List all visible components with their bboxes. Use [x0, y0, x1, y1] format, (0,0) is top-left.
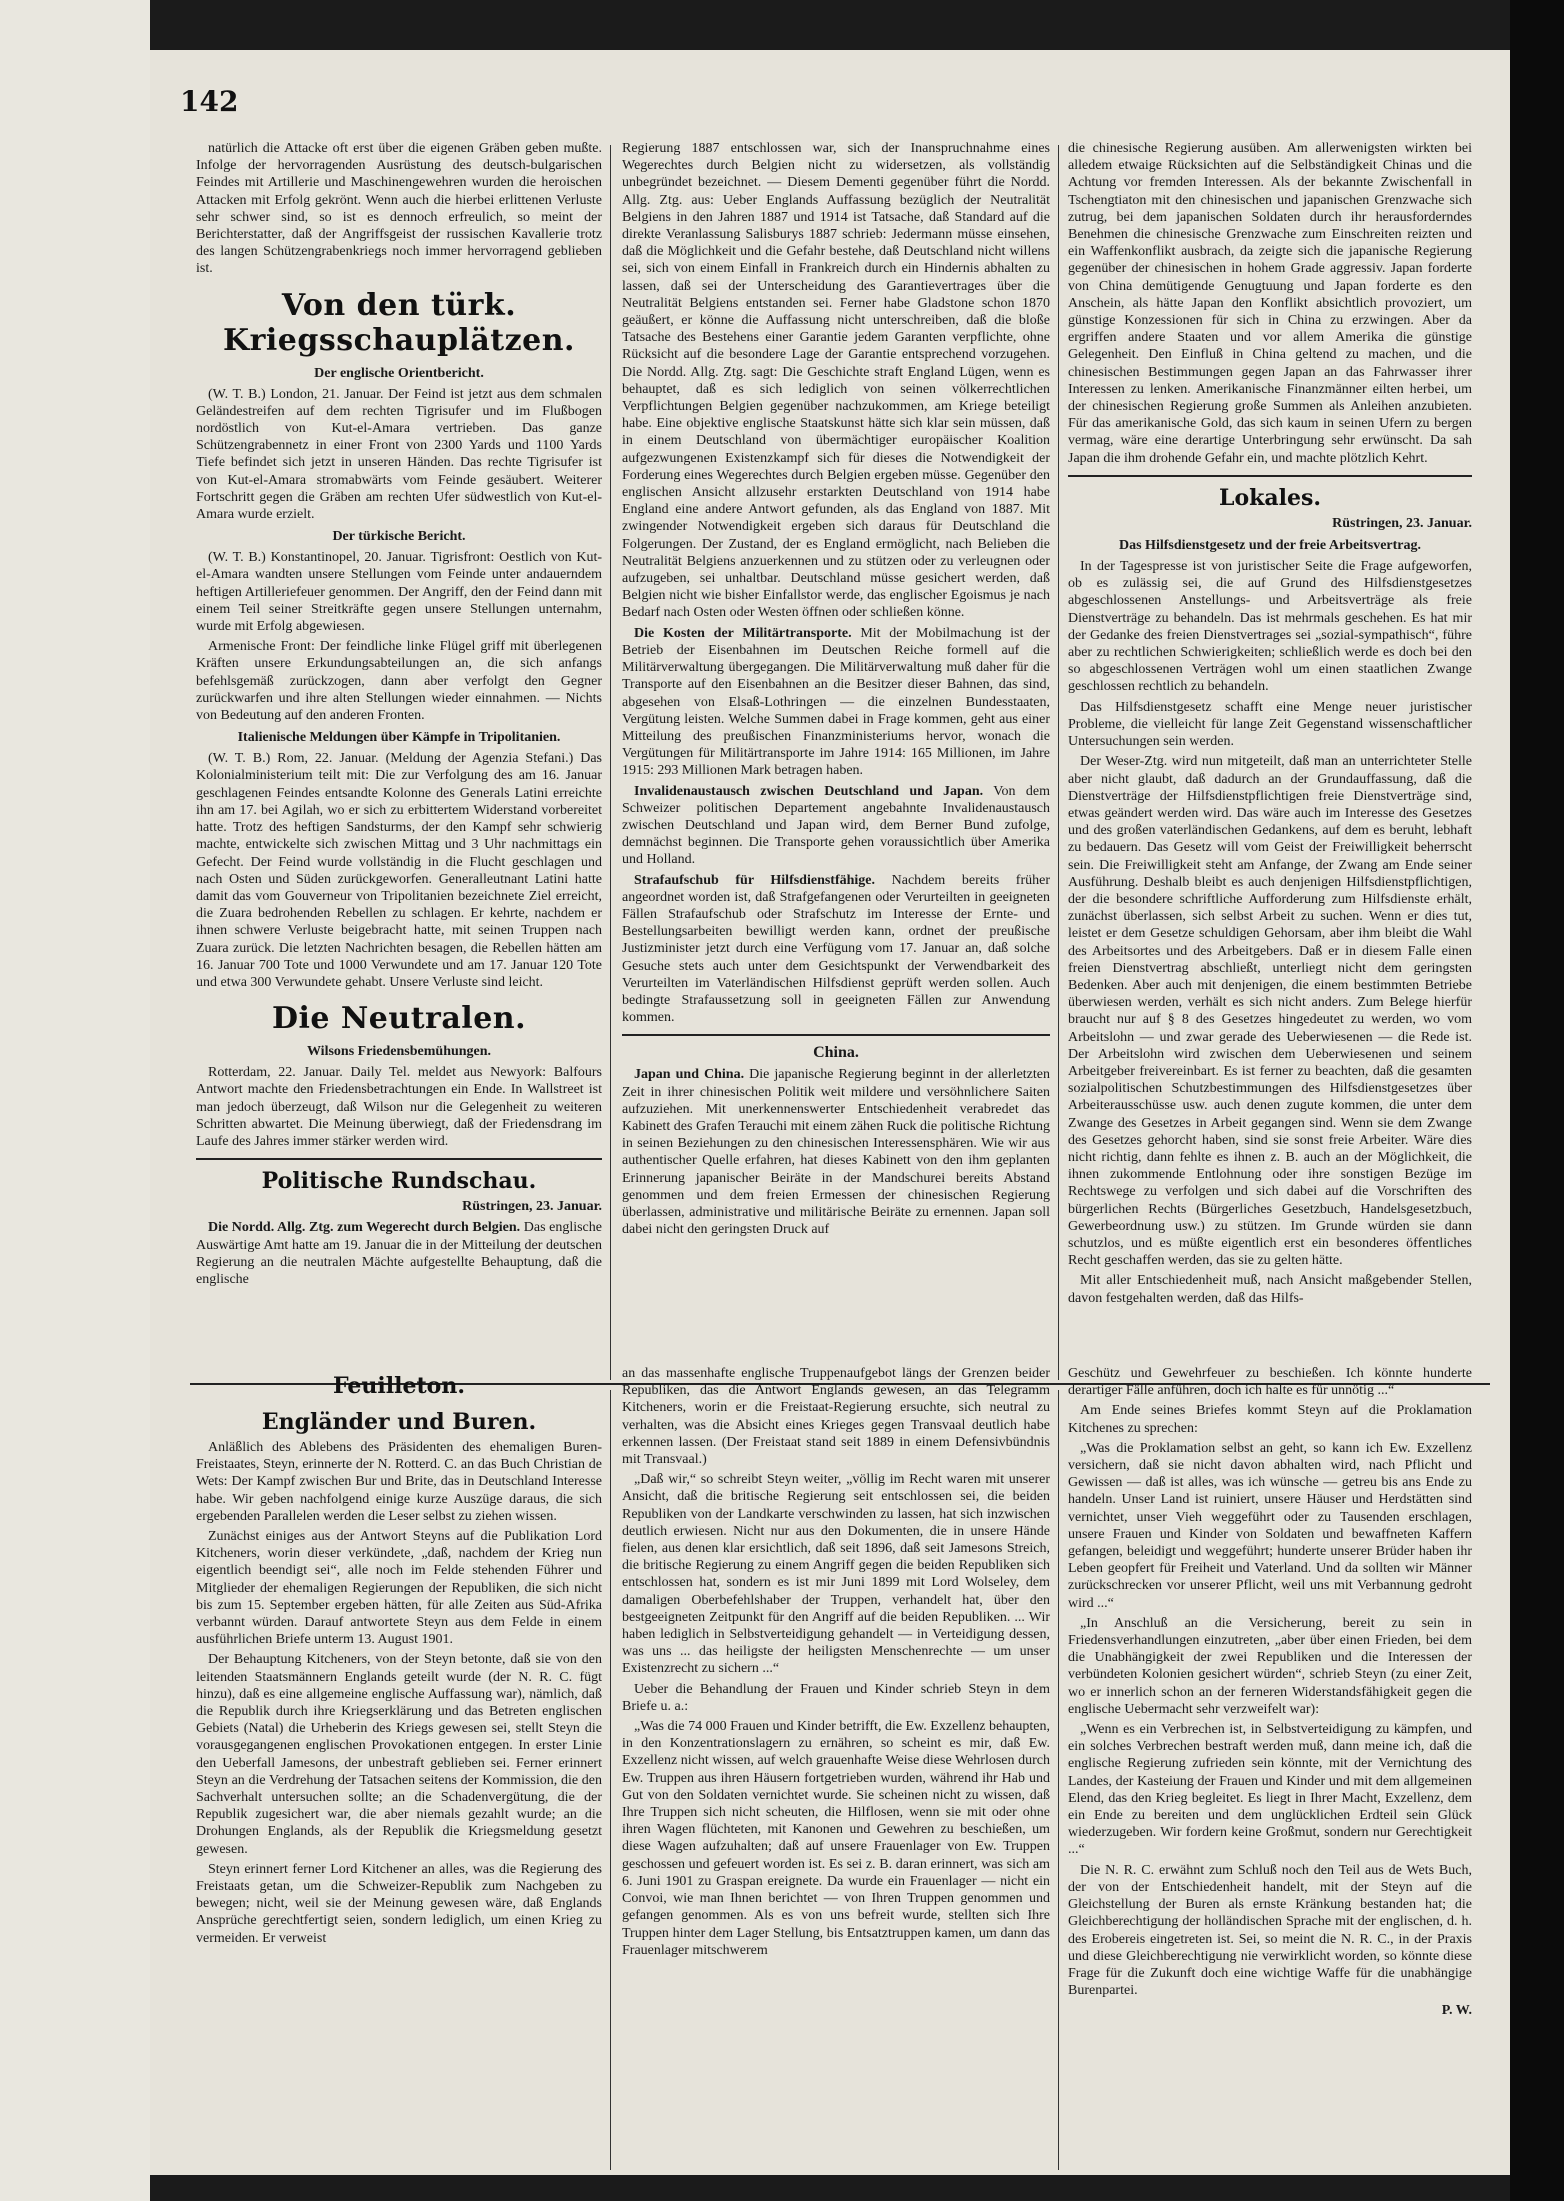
column-rule-upper-2 [1058, 145, 1059, 1380]
text-auxiliary-3: Der Weser-Ztg. wird nun mitgeteilt, daß man an unterrichteter Stelle aber nicht glaubt, daß dadurch an der Grundauffassung, daß die Dienstverträge der Hilfsdienstpflichtigen freie Dienstverträge sind, etwas geändert werden wird. Das wäre auch im Interesse des Gesetzes und des großen vaterländischen Gedankens, auf dem es beruht, lebhaft zu bedauern. Das Gesetz will vom Geist der Freiwilligkeit beherrscht sein. Die Freiwilligkeit steht am Anfange, der Zwang am Ende seiner Ausführung. Deshalb bleibt es auch denjenigen Hilfsdienstpflichtigen, der die besondere schriftliche Aufforderung zum Hilfsdienste erhält, zunächst überlassen, sich selbst Arbeit zu suchen. Wenn er dies tut, leistet er dem Gesetze schuldigen Gehorsam, aber ihm bleibt die Wahl des Arbeitsortes und des Arbeitgebers. Daß er in diesem Falle einen freien Dienstvertrag abschließt, unterliegt nicht dem geringsten Bedenken. Aber auch mit denjenigen, die einem bestimmten Betriebe überwiesen werden, verhält es sich nicht anders. Zum Belege hierfür braucht nur auf § 8 des Gesetzes hingedeutet zu werden, wo vom Arbeitslohn — und zwar gerade des Ueberwiesenen — die Rede ist. Der Arbeitslohn wird zwischen dem Ueberwiesenen und seinem Arbeitgeber freivereinbart. Es ist ferner zu beachten, daß die gesamten sozialpolitischen Schutzbestimmungen des Hilfsdienstgesetzes über Arbeiterausschüsse usw. auch denen zugute kommen, die unter dem Zwange des Gesetzes in Arbeit gegangen sind. Wenn sie dem Zwange des Gesetzes gehorcht haben, sind sie sonst freie Arbeiter. Wäre dies nicht richtig, dann fehlte es ihnen z. B. auch an der Möglichkeit, die ihnen zukommende Entlohnung oder ihre sonstigen Bezüge im Rechtswege zu verfolgen und sich dabei auf die Vorschriften des bürgerlichen Rechts (Bürgerliches Gesetzbuch, Handelsgesetzbuch, Gewerbeordnung usw.) zu stützen. Im Grunde würden sie dann schutzlos, und es müßte eigentlich erst ein besonderes öffentliches Recht geschaffen werden, das sie zu gelten hätte. [1068, 754, 1472, 1269]
lead-invalid-exchange: Invalidenaustausch zwischen Deutschland und Japan. [634, 783, 984, 799]
upper-column-2 [622, 140, 1050, 1335]
feuilleton-p1: Anläßlich des Ablebens des Präsidenten des ehemaligen Buren-Freistaates, Steyn, erinnerte der N. Rotterd. C. an das Buch Christian de Wets: Der Kampf zwischen Bur und Brite, das in Deutschland Interesse habe. Wir geben nachfolgend einige kurze Auszüge daraus, die sich ergebenden Parallelen werden die Leser selbst zu ziehen wissen. [196, 1440, 602, 1524]
scan-left-margin [0, 0, 150, 2201]
upper-column-1 [196, 140, 602, 1340]
article-intro: natürlich die Attacke oft erst über die eigenen Gräben geben mußte. Infolge der hervorragenden Ausrüstung des deutsch-bulgarischen Feindes mit Artillerie und Maschinengewehren wurden die heroischen Attacken mit Erfolg gekrönt. Wenn auch die hierbei erlittenen Verluste sehr schwer sind, so ist es dennoch erfreulich, so meint der Berichterstatter, daß der Angriffsgeist der russischen Kavallerie trotz des langen Schützengrabenkriegs noch immer hervorragend geblieben ist. [196, 141, 602, 277]
feuilleton-p14: Die N. R. C. erwähnt zum Schluß noch den Teil aus de Wets Buch, der von der Entschiedenheit handelt, mit der Steyn auf die Gleichstellung der Buren als ernste Kränkung bestanden hat; die Gleichberechtigung der holländischen Sprache mit der englischen, d. h. des Erobereis eingetreten ist. Sei, so meint die N. R. C., in der Praxis und diese Gleichberechtigung nie verwirklicht worden, so könnte diese Frage für die Zukunft doch eine wichtige Waffe für die unabhängige Burenpartei. [1068, 1862, 1472, 1999]
report-rome: (W. T. B.) Rom, 22. Januar. (Meldung der Agenzia Stefani.) Das Kolonialministerium teilt mit: Die zur Verfolgung des am 16. Januar geschlagenen Feindes entsandte Kolonne des Generals Latini erreichte ihn am 17. bei Agilah, wo er sich zu erbittertem Widerstand vorbereitet hatte. Trotz des heftigen Sandsturms, der den Kampf sehr schwierig machte, entwickelte sich zwischen Mittag und 3 Uhr nachmittags ein Gefecht. Der Feind wurde vollständig in die Flucht geschlagen und nach Osten und Süden zurückgeworfen. Generalleutnant Latini hatte damit das vom Gouverneur von Tripolitanien bezeichnete Ziel erreicht, die Zuara bedrohenden Rebellen zu schlagen. Er kehrte, nachdem er ihnen schwere Verluste beigebracht hatte, mit seinen Truppen nach Zuara zurück. Die letzten Nachrichten besagen, die Rebellen hätten am 16. Januar 700 Tote und 1000 Verwundete und am 17. Januar 120 Tote und etwa 300 Verwundete gehabt. Unsere Verluste sind leicht. [196, 751, 602, 990]
feuilleton-p10: Am Ende seines Briefes kommt Steyn auf die Proklamation Kitchenes zu sprechen: [1068, 1403, 1472, 1436]
subhead-english-report: Der englische Orientbericht. [314, 365, 484, 381]
lower-column-2 [622, 1365, 1050, 2165]
text-japan-china: Die japanische Regierung beginnt in der allerletzten Zeit in ihrer chinesischen Politik weit mildere und versöhnlichere Saiten aufzuziehen. Mit unerkennenswerter Entschiedenheit verabredet das Kabinett des Grafen Terauchi mit einem zähen Ruck die politische Richtung in seinen Beziehungen zu den chinesischen Interessensphären. Wie wir aus authentischer Quelle erfahren, hat dieses Kabinett von den ihm geplanten Erinnerung japanischer Beiräte in der Mandschurei bereits Abstand genommen und dem freien Ermessen der chinesischen Regierung überlassen, administrative und militärische Beiräte zu ernennen. Japan soll dabei nicht den geringsten Druck auf [622, 1067, 1050, 1238]
text-invalid-exchange: Von dem Schweizer politischen Departement angebahnte Invalidenaustausch zwischen Deutschland und Japan wird, dem Berner Bund zufolge, demnächst beginnen. Die Transporte gehen voraussichtlich über Amerika und Holland. [622, 783, 1050, 868]
subhead-turkish-report: Der türkische Bericht. [332, 529, 466, 545]
page-number: 142 [180, 85, 239, 118]
column-separator-2 [622, 1034, 1050, 1036]
text-auxiliary-1: In der Tagespresse ist von juristischer Seite die Frage aufgeworfen, ob es zulässig sei, die auf Grund des Hilfsdienstgesetzes abgeschlossenen Anstellungs- und Arbeitsverträge als freie Dienstverträge zu behandeln. Das ist mehrmals geschehen. Es hat mir der Gedanke des freien Dienstvertrages sei „sozial-sympathisch“, führe aber zu rechtlichen Schwierigkeiten; schließlich werde es doch bei den so abgeschlossenen Verträgen wohl um einen staatlichen Zwange geschlossen rechtlich zu behandeln. [1068, 559, 1472, 695]
lead-japan-china: Japan und China. [634, 1067, 745, 1083]
lead-penalty-suspension: Strafaufschub für Hilfsdienstfähige. [634, 872, 876, 888]
column-separator-3 [1068, 475, 1472, 477]
text-auxiliary-4: Mit aller Entschiedenheit muß, nach Ansicht maßgebender Stellen, davon festgehalten werden, daß das Hilfs- [1068, 1273, 1472, 1306]
headline-feuilleton: Feuilleton. [333, 1373, 465, 1399]
text-auxiliary-2: Das Hilfsdienstgesetz schafft eine Menge neuer juristischer Probleme, die vielleicht für lange Zeit Gegenstand wissenschaftlicher Untersuchungen sein werden. [1068, 699, 1472, 750]
column-rule-upper-1 [610, 145, 611, 1380]
report-armenian-front: Armenische Front: Der feindliche linke Flügel griff mit überlegenen Kräften unsere Erkundungsabteilungen an, die sich anfangs befehlsgemäß zurückzogen, dann aber verfolgt den Gegner zurückwarfen und ihre alten Stellungen wieder einnahmen. — Nichts von Bedeutung auf den anderen Fronten. [196, 639, 602, 724]
feuilleton-p2: Zunächst einiges aus der Antwort Steyns auf die Publikation Lord Kitcheners, worin dieser verkündete, „daß, nachdem der Krieg nun eigentlich beendigt sei“, alle noch im Felde stehenden Führer und Mitglieder der ehemaligen Regierungen der Republiken, die sich nicht bis zum 15. September ergeben hätten, für alle Zeiten aus Süd-Afrika verbannt würden. Darauf antwortete Steyn aus dem Felde in einem ausführlichen Briefe unterm 13. August 1901. [196, 1529, 602, 1648]
headline-local: Lokales. [1218, 484, 1322, 511]
subhead-italian-reports: Italienische Meldungen über Kämpfe in Tripolitanien. [237, 730, 561, 746]
text-penalty-suspension: Nachdem bereits früher angeordnet worden ist, daß Strafgefangenen oder Verurteilten in geeigneten Fällen Strafaufschub oder Strafschutz im Interesse der Ernte- und Bestellungsarbeiten bewilligt werden kann, ordnet der preußische Justizminister jetzt durch eine Verfügung vom 17. Januar an, daß solche Gesuche stets auch unter dem Gesichtspunkt der Verwendbarkeit des Verurteilten im Vaterländischen Hilfsdienst geprüft werden sollen. Auch bedingte Strafaussetzung soll in geeigneten Fällen zur Anwendung kommen. [622, 872, 1050, 1026]
headline-englishmen-boers: Engländer und Buren. [261, 1409, 537, 1435]
headline-turkish-fronts: Von den türk. Kriegsschauplätzen. [223, 287, 575, 358]
text-military-costs: Mit der Mobilmachung ist der Betrieb der Eisenbahnen im Deutschen Reiche formell auf die Militärverwaltung übergegangen. Die Militärverwaltung muß daher für die Transporte auf den Eisenbahnen an die Besitzer dieser Bahnen, das sind, abgesehen von Elsaß-Lothringen — die einzelnen Bundesstaaten, Vergütung leisten. Welche Summen dabei in Frage kommen, geht aus einer Mitteilung des preußischen Finanzministeriums hervor, wonach die Vergütungen für Militärtransporte im Jahre 1914: 165 Millionen, im Jahre 1915: 293 Millionen Mark betragen haben. [622, 625, 1050, 779]
lower-column-3 [1068, 1365, 1472, 2165]
dateline-political: Rüstringen, 23. Januar. [462, 1199, 602, 1215]
feuilleton-p5: an das massenhafte englische Truppenaufgebot längs der Grenzen beider Republiken, das die Antwort Englands gewesen, an das Telegramm Kitcheners, worin er die Freistaat-Regierung ersuchte, sich neutral zu verhalten, was die Absicht eines Krieges gegen Transvaal deutlich habe erkennen lassen. (Der Freistaat stand seit 1889 in einem Defensivbündnis mit Transvaal.) [622, 1366, 1050, 1468]
article-china-continued: die chinesische Regierung ausüben. Am allerwenigsten wirkten bei alledem etwaige Rücksichten auf die Selbständigkeit Chinas und die Achtung vor fremden Interessen. Als der bekannte Zwischenfall in Tschengtiaton mit den chinesischen und japanischen Grenzwache sich zutrug, bei dem japanischen Soldaten durch ihr herausforderndes Benehmen die chinesische Grenzwache zum Einschreiten reizten und ein Waffenkonflikt ausbrach, da zeigte sich die japanische Regierung gegenüber der chinesischen in hohem Grade aggressiv. Japan forderte von China demütigende Genugtuung und Japan forderte es den Anschein, als hätte Japan den Konflikt absichtlich provoziert, um günstige Konzessionen für sich in China zu erzwingen. Aber da ergriffen andere Staaten und vor allem Amerika die günstige Gelegenheit. Den Einfluß in China geltend zu machen, und die chinesischen Bestimmungen gegen Japan an das Fahrwasser ihrer Interessen zu lenken. Amerikanische Finanzmänner eilten herbei, um der chinesischen Regierung große Summen als Anleihen anzubieten. Für das amerikanische Gold, das sich kaum in seinen Ufern zu bergen vermag, wäre eine derartige Unterbringung sehr erwünscht. Da sah Japan die ihm drohende Gefahr ein, und machte plötzlich Kehrt. [1068, 141, 1472, 466]
lead-military-costs: Die Kosten der Militärtransporte. [634, 625, 852, 641]
report-constantinople: (W. T. B.) Konstantinopel, 20. Januar. Tigrisfront: Oestlich von Kut-el-Amara wandten unsere Stellungen vom Feinde unter andauerndem heftigen Artilleriefeuer genommen. Der Angriff, den der Feind dann mit einem Teil seiner Streitkräfte gegen unsere Stellungen unternahm, wurde mit Erfolg abgewiesen. [196, 550, 602, 635]
signature: P. W. [1441, 2003, 1472, 2019]
feuilleton-p8: „Was die 74 000 Frauen und Kinder betrifft, die Ew. Exzellenz behaupten, in den Konzentrationslagern zu ernähren, so scheint es mir, daß Ew. Exzellenz nicht wissen, auf welch grauenhafte Weise diese Wehrlosen durch Ew. Truppen aus ihren Häusern fortgetrieben wurden, während ihr Hab und Gut von den Soldaten vernichtet wurde. Sie scheinen nicht zu wissen, daß Ihre Truppen sich nicht scheuten, die Hilflosen, wenn sie mit oder ohne ihren Wagen flüchteten, mit Kanonen und Gewehren zu beschießen, um diese Wagen aufzuhalten; daß auf unsere Frauenlager von Ew. Truppen geschossen und gefeuert worden ist. Es sei z. B. daran erinnert, was sich am 6. Juni 1901 zu Graspan ereignete. Da wurde ein Frauenlager — nicht ein Convoi, wie man Ihnen berichtet — von Ihren Truppen genommen und gefangen genommen. Als es von uns befreit wurde, stellten sich Ihre Truppen hinter dem Lager Stellung, bis Entsatztruppen kamen, um dann das Frauenlager mitschwerem [622, 1719, 1050, 1958]
column-rule-lower-1 [610, 1390, 611, 2170]
feuilleton-p7: Ueber die Behandlung der Frauen und Kinder schrieb Steyn in dem Briefe u. a.: [622, 1681, 1050, 1714]
subhead-auxiliary-service: Das Hilfsdienstgesetz und der freie Arbeitsvertrag. [1119, 538, 1421, 554]
feuilleton-p4: Steyn erinnert ferner Lord Kitchener an alles, was die Regierung des Freistaats getan, um die Schweizer-Republik zum Nachgeben zu bewegen; nicht, weil sie der Meinung gewesen wäre, daß Englands Ansprüche gerechtfertigt seien, sondern lediglich, um einen Krieg zu vermeiden. Er verweist [196, 1861, 602, 1946]
feuilleton-p13: „Wenn es ein Verbrechen ist, in Selbstverteidigung zu kämpfen, und ein solches Verbrechen bestraft werden muß, dann meine ich, daß die englische Regierung zufrieden sein könnte, mit der Vernichtung des Landes, der Kasteiung der Frauen und Kinder und mit dem allgemeinen Elend, das den Krieg begleitet. Es liegt in Ihrer Macht, Exzellenz, dem ein Ende zu bereiten und dem unglücklichen Erdteil sein Glück wiederzugeben. Wir fordern keine Großmut, sondern nur Gerechtigkeit ...“ [1068, 1722, 1472, 1858]
article-wegerecht-continued: Regierung 1887 entschlossen war, sich der Inanspruchnahme eines Wegerechtes durch Belgien nicht zu widersetzen, als vollständig unbegründet bezeichnet. — Diesem Dementi gegenüber führt die Nordd. Allg. Ztg. aus: Ueber Englands Auffassung bezüglich der Neutralität Belgiens in den Jahren 1887 und 1914 ist Tatsache, daß Standard auf die direkte Veranlassung Salisburys 1887 schrieb: Jedermann müsse einsehen, daß die Möglichkeit und die Gefahr bestehe, daß Deutschland nicht willens sei, sich von einem Einfall in Frankreich durch ein Hindernis abhalten zu lassen, daß sei der Unterscheidung des Garantievertrages über die Neutralität Belgiens entstanden sei. Ferner habe Gladstone schon 1870 geäußert, er könne die Auffassung nicht unterschreiben, daß die bloße Tatsache des Bestehens einer Garantie jedem Garanten verpflichte, ohne Rücksicht auf die besondere Lage der Garantie entsprechend vorzugehen. Die Nordd. Allg. Ztg. sagt: Die Geschichte straft England Lügen, wenn es behauptet, daß es sich lediglich von seinen völkerrechtlichen Verpflichtungen Belgien gegenüber nachzukommen, am Kriege beteiligt habe. Eine objektive englische Staatskunst hätte sich klar sein müssen, daß in einem Deutschland von übermächtiger europäischer Koalition aufgezwungenen Existenzkampf sich für dieses die Notwendigkeit der Forderung eines Wegerechtes durch Belgien ergeben müsse. Gegenüber den englischen Ansicht allzusehr erstarkten Deutschland von 1914 habe England eine andere Antwort gefunden, als das England von 1887. Mit zwingender Notwendigkeit ergeben sich daraus für Deutschland die Folgerungen. Der Zustand, der es England ermöglicht, nach Belieben die Neutralität Belgiens anzuerkennen und zu stützen oder zu verleugnen oder aufzugeben, sei unhaltbar. Deutschland müsse gesichert werden, daß Belgien nicht wie bisher Einfallstor werde, das englischer Egoismus je nach Bedarf nach Osten oder Westen öffnen oder schließen könne. [622, 141, 1050, 621]
feuilleton-p11: „Was die Proklamation selbst an geht, so kann ich Ew. Exzellenz versichern, daß sie nicht davon abhalten wird, nach Pflicht und Gewissen — daß ist alles, was ich wünsche — getreu bis ans Ende zu handeln. Unser Land ist ruiniert, unsere Häuser und Herdstätten sind vernichtet, unser Vieh weggeführt oder zu Tausenden erschlagen, unsere Frauen und Kinder von Soldaten und bewaffneten Kaffern gefangen, beleidigt und weggeführt; hunderte unserer Brüder haben ihr Leben geopfert für Freiheit und Vaterland. Und da sollten wir Männer zurückschrecken vor unserer Pflicht, weil uns mit Verbannung gedroht wird ...“ [1068, 1440, 1472, 1611]
upper-column-3 [1068, 140, 1472, 1335]
dateline-local: Rüstringen, 23. Januar. [1332, 515, 1472, 531]
text-nordd: Das englische Auswärtige Amt hatte am 19. Januar die in der Mitteilung der deutschen Regierung an die neutralen Mächte aufgestellte Behauptung, daß die englische [196, 1220, 602, 1287]
lower-column-1 [196, 1365, 602, 2165]
headline-china: China. [813, 1044, 859, 1062]
subhead-wilson: Wilsons Friedensbemühungen. [306, 1044, 492, 1060]
feuilleton-p3: Der Behauptung Kitcheners, von der Steyn betonte, daß sie von den leitenden Staatsmännern Englands geteilt wurde (der N. R. C. fügt hinzu), daß es eine allgemeine englische Auffassung war), nämlich, daß die Republik durch ihre Kriegserklärung und das Betreten englischen Gebiets (Natal) die Urheberin des Kriegs gewesen sei, stellt Steyn die vorausgegangenen englischen Provokationen entgegen. In erster Linie den Ueberfall Jamesons, der unbestraft geblieben sei. Ferner erinnert Steyn an die Verdrehung der Tatsachen seitens der Kommission, die den Sachverhalt untersuchen sollte; an die Schadenvergütung, die der Republik zugesichert war, die aber niemals gezahlt wurde; an die Drohungen Englands, als der Republik die Kriegsmeldung gesetzt gewesen. [196, 1652, 602, 1857]
headline-political-review: Politische Rundschau. [261, 1168, 537, 1195]
headline-neutrals: Die Neutralen. [271, 1001, 527, 1037]
feuilleton-p12: „In Anschluß an die Versicherung, bereit zu sein in Friedensverhandlungen einzutreten, „aber über einen Frieden, bei dem die Unabhängigkeit der zwei Republiken und die Interessen der verbündeten Kolonien gesichert würden“, schrieb Steyn (zu einer Zeit, wo er innerlich schon an der ferneren Widerstandsfähigkeit gegen die englische Uebermacht sehr verzweifelt war): [1068, 1615, 1472, 1717]
feuilleton-p6: „Daß wir,“ so schreibt Steyn weiter, „völlig im Recht waren mit unserer Ansicht, daß die britische Regierung seit entschlossen sei, die beiden Republiken von der Landkarte verschwinden zu lassen, hat sich inzwischen deutlich erwiesen. Nicht nur aus den Dokumenten, die in unsere Hände fielen, aus denen klar ersichtlich, daß seit 1896, daß seit Jamesons Streich, die britische Regierung zu einem Angriff gegen die beiden Republiken sich entschlossen hat, sondern es ist mir Juni 1899 mit Lord Wolseley, dem damaligen Oberbefehlshaber der Truppen, verhandelt hat, über den bestgeeigneten Zeitpunkt für den Angriff auf die beiden Republiken. ... Wir haben lediglich in Selbstverteidigung gehandelt — in Verteidigung dessen, was uns ... das heiligste der heiligsten Menschenrechte — um unser Existenzrecht zu sichern ...“ [622, 1472, 1050, 1677]
lead-nordd: Die Nordd. Allg. Ztg. zum Wegerecht durch Belgien. [208, 1220, 521, 1236]
report-london: (W. T. B.) London, 21. Januar. Der Feind ist jetzt aus dem schmalen Geländestreifen auf dem rechten Tigrisufer und im Flußbogen nordöstlich von Kut-el-Amara vertrieben. Das ganze Schützengrabennetz in einer Front von 2300 Yards und 1100 Yards Tiefe befindet sich jetzt in unseren Händen. Das rechte Tigrisufer ist von Kut-el-Amara stromabwärts vom Feinde gesäubert. Weiterer Fortschritt gegen die Gräben am rechten Ufer südwestlich von Kut-el-Amara wurde erzielt. [196, 386, 602, 523]
column-separator [196, 1158, 602, 1160]
column-rule-lower-2 [1058, 1390, 1059, 2170]
report-rotterdam: Rotterdam, 22. Januar. Daily Tel. meldet aus Newyork: Balfours Antwort machte den Friedensbetrachtungen ein Ende. In Wallstreet ist man jedoch überzeugt, daß Wilson nur die Gelegenheit zu weiteren Schritten abwartet. Die Meinung überwiegt, daß der Friedensdrang im Laufe des Jahres immer stärker werden wird. [196, 1065, 602, 1149]
scan-right-border [1510, 0, 1564, 2201]
feuilleton-p9: Geschütz und Gewehrfeuer zu beschießen. Ich könnte hunderte derartiger Fälle anführen, doch ich halte es für unnötig ...“ [1068, 1366, 1472, 1399]
